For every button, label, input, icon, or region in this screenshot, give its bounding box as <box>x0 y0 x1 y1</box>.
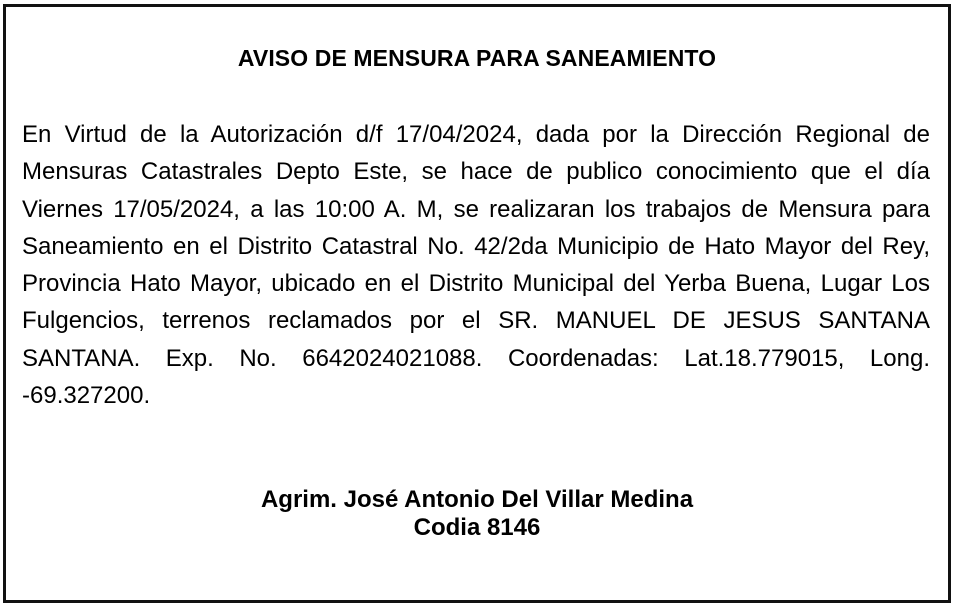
notice-title: AVISO DE MENSURA PARA SANEAMIENTO <box>237 45 717 71</box>
signature-codia: Codia 8146 <box>413 514 541 541</box>
notice-body: En Virtud de la Autorización d/f 17/04/2024, dada por la Dirección Regional de Mensuras Catastrales Depto Este, se hace de publico conocimiento que el día Viernes 17/05/2024, a las 10:00 A. M, se realizaran los trabajos de Mensura para Saneamiento en el Distrito Catastral No. 42/2da Municipio de Hato Mayor del Rey, Provincia Hato Mayor, ubicado en el Distrito Municipal del Yerba Buena, Lugar Los Fulgencios, terrenos reclamados por el SR. MANUEL DE JESUS SANTANA SANTANA. Exp. No. 6642024021088. Coordenadas: Lat.18.779015, Long. -69.327200. <box>22 121 930 410</box>
signature-name: Agrim. José Antonio Del Villar Medina <box>260 486 694 513</box>
signature-block <box>6 486 948 542</box>
notice-box <box>3 4 951 603</box>
